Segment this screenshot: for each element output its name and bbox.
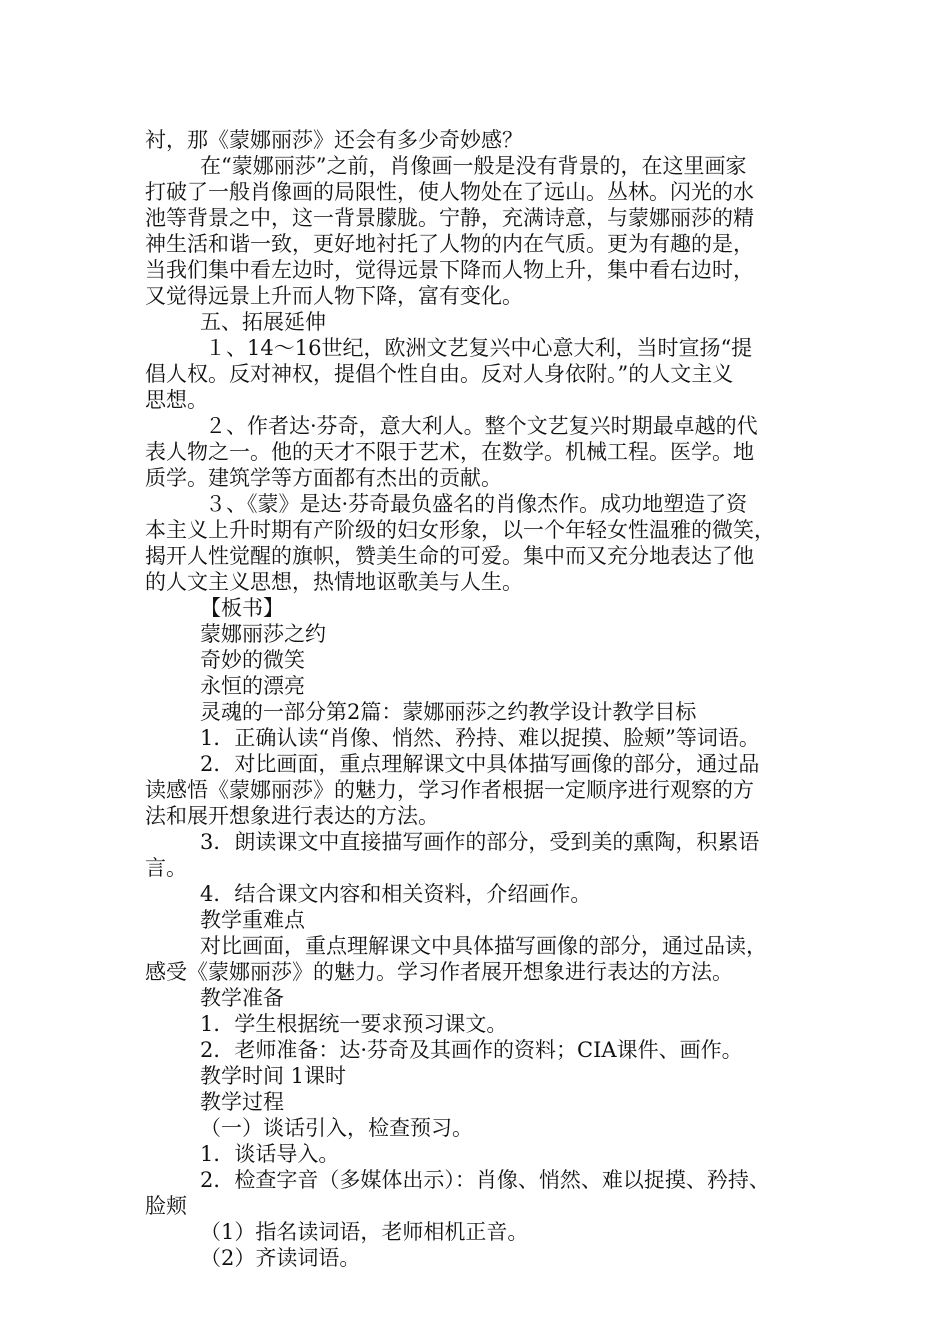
text-line: 倡人权。反对神权，提倡个性自由。反对人身依附。”的人文主义 bbox=[145, 362, 734, 386]
text-line: 脸颊 bbox=[145, 1194, 187, 1218]
text-line: 1．正确认读“肖像、悄然、矜持、难以捉摸、脸颊”等词语。 bbox=[200, 726, 760, 750]
text-line: ３、《蒙》是达·芬奇最负盛名的肖像杰作。成功地塑造了资 bbox=[205, 492, 748, 516]
text-line: 永恒的漂亮 bbox=[200, 674, 305, 698]
text-line: 表人物之一。他的天才不限于艺术，在数学。机械工程。医学。地 bbox=[145, 440, 754, 464]
text-line: 灵魂的一部分第2篇：蒙娜丽莎之约教学设计教学目标 bbox=[200, 700, 697, 724]
text-line: 蒙娜丽莎之约 bbox=[200, 622, 326, 646]
text-line: 1．学生根据统一要求预习课文。 bbox=[200, 1012, 508, 1036]
text-line: 2．对比画面，重点理解课文中具体描写画像的部分，通过品 bbox=[200, 752, 760, 776]
text-line: 本主义上升时期有产阶级的妇女形象，以一个年轻女性温雅的微笑， bbox=[145, 518, 775, 542]
section-heading: 教学准备 bbox=[200, 986, 284, 1010]
text-line: 衬，那《蒙娜丽莎》还会有多少奇妙感？ bbox=[145, 128, 523, 152]
text-line: 当我们集中看左边时，觉得远景下降而人物上升，集中看右边时， bbox=[145, 258, 754, 282]
text-line: 池等背景之中，这一背景朦胧。宁静，充满诗意，与蒙娜丽莎的精 bbox=[145, 206, 754, 230]
text-line: 2．老师准备：达·芬奇及其画作的资料；CIA课件、画作。 bbox=[200, 1038, 743, 1062]
text-line: 感受《蒙娜丽莎》的魅力。学习作者展开想象进行表达的方法。 bbox=[145, 960, 733, 984]
text-line: １、14～16世纪，欧洲文艺复兴中心意大利，当时宣扬“提 bbox=[205, 336, 753, 360]
text-line: 读感悟《蒙娜丽莎》的魅力，学习作者根据一定顺序进行观察的方 bbox=[145, 778, 754, 802]
text-line: 神生活和谐一致，更好地衬托了人物的内在气质。更为有趣的是， bbox=[145, 232, 754, 256]
text-line: （2）齐读词语。 bbox=[200, 1246, 361, 1270]
section-heading: 教学过程 bbox=[200, 1090, 284, 1114]
text-line: 对比画面，重点理解课文中具体描写画像的部分，通过品读， bbox=[200, 934, 767, 958]
text-line: （一）谈话引入，检查预习。 bbox=[200, 1116, 473, 1140]
text-line: （1）指名读词语，老师相机正音。 bbox=[200, 1220, 529, 1244]
section-heading: 教学时间 1课时 bbox=[200, 1064, 347, 1088]
text-line: 2．检查字音（多媒体出示）：肖像、悄然、难以捉摸、矜持、 bbox=[200, 1168, 770, 1192]
text-line: 1．谈话导入。 bbox=[200, 1142, 340, 1166]
text-line: 3．朗读课文中直接描写画作的部分，受到美的熏陶，积累语 bbox=[200, 830, 760, 854]
text-line: 在“蒙娜丽莎”之前，肖像画一般是没有背景的，在这里画家 bbox=[200, 154, 747, 178]
text-line: 质学。建筑学等方面都有杰出的贡献。 bbox=[145, 466, 502, 490]
section-heading: 五、拓展延伸 bbox=[200, 310, 326, 334]
text-line: 又觉得远景上升而人物下降，富有变化。 bbox=[145, 284, 523, 308]
section-heading: 【板书】 bbox=[200, 596, 284, 620]
text-line: 法和展开想象进行表达的方法。 bbox=[145, 804, 439, 828]
text-line: 思想。 bbox=[145, 388, 208, 412]
section-heading: 教学重难点 bbox=[200, 908, 305, 932]
text-line: 4．结合课文内容和相关资料，介绍画作。 bbox=[200, 882, 592, 906]
text-line: 揭开人性觉醒的旗帜，赞美生命的可爱。集中而又充分地表达了他 bbox=[145, 544, 754, 568]
text-line: ２、作者达·芬奇，意大利人。整个文艺复兴时期最卓越的代 bbox=[205, 414, 758, 438]
text-line: 打破了一般肖像画的局限性，使人物处在了远山。丛林。闪光的水 bbox=[145, 180, 754, 204]
text-line: 言。 bbox=[145, 856, 187, 880]
text-line: 奇妙的微笑 bbox=[200, 648, 305, 672]
text-line: 的人文主义思想，热情地讴歌美与人生。 bbox=[145, 570, 523, 594]
